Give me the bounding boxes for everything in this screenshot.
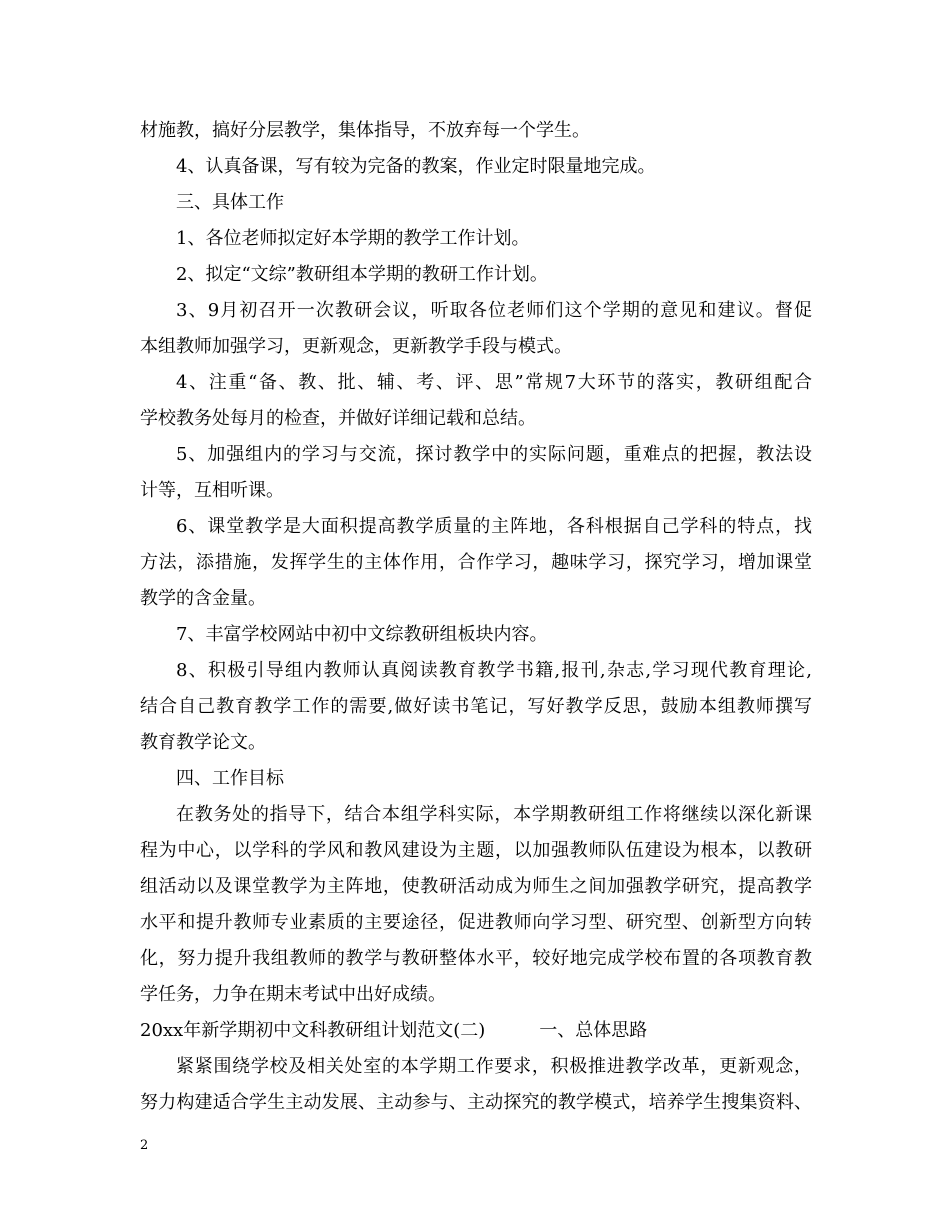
document-body (140, 113, 812, 1121)
text-line: 化，努力提升我组教师的教学与教研整体水平，较好地完成学校布置的各项教育教 (140, 948, 812, 969)
text-line: 教学的含金量。 (140, 588, 266, 609)
text-line: 4、注重“备、教、批、辅、考、评、思”常规7大环节的落实，教研组配合 (176, 372, 812, 393)
text-line: 1、各位老师拟定好本学期的教学工作计划。 (176, 228, 530, 249)
text-line: 努力构建适合学生主动发展、主动参与、主动探究的教学模式，培养学生搜集资料、 (140, 1092, 812, 1113)
page-number: 2 (140, 1138, 149, 1153)
text-line: 方法，添措施，发挥学生的主体作用，合作学习，趣味学习，探究学习，增加课堂 (140, 552, 812, 573)
section-heading: 三、具体工作 (176, 192, 284, 213)
text-line: 本组教师加强学习，更新观念，更新教学手段与模式。 (140, 336, 572, 357)
text-line: 学校教务处每月的检查，并做好详细记载和总结。 (140, 408, 536, 429)
text-line: 程为中心，以学科的学风和教风建设为主题，以加强教师队伍建设为根本，以教研 (140, 840, 812, 861)
section-heading: 四、工作目标 (176, 768, 284, 789)
text-line: 紧紧围绕学校及相关处室的本学期工作要求，积极推进教学改革，更新观念， (176, 1056, 812, 1077)
text-line: 6、课堂教学是大面积提高教学质量的主阵地，各科根据自己学科的特点，找 (176, 516, 812, 537)
text-line: 4、认真备课，写有较为完备的教案，作业定时限量地完成。 (176, 156, 656, 177)
text-line: 计等，互相听课。 (140, 480, 284, 501)
text-line: 2、拟定“文综”教研组本学期的教研工作计划。 (176, 264, 548, 285)
text-line: 在教务处的指导下，结合本组学科实际，本学期教研组工作将继续以深化新课 (176, 804, 812, 825)
text-line: 结合自己教育教学工作的需要,做好读书笔记，写好教学反思，鼓励本组教师撰写 (140, 696, 812, 717)
text-line: 组活动以及课堂教学为主阵地，使教研活动成为师生之间加强教学研究，提高教学 (140, 876, 812, 897)
text-line: 学任务，力争在期末考试中出好成绩。 (140, 984, 446, 1005)
text-line: 3、9月初召开一次教研会议，听取各位老师们这个学期的意见和建议。督促 (176, 300, 812, 321)
text-line: 8、积极引导组内教师认真阅读教育教学书籍,报刊,杂志,学习现代教育理论, (176, 660, 812, 681)
text-line: 水平和提升教师专业素质的主要途径，促进教师向学习型、研究型、创新型方向转 (140, 912, 812, 933)
text-line: 7、丰富学校网站中初中文综教研组板块内容。 (176, 624, 548, 645)
text-line: 教育教学论文。 (140, 732, 266, 753)
document-subtitle: 20xx年新学期初中文科教研组计划范文(二) 一、总体思路 (140, 1020, 648, 1041)
text-line: 材施教，搞好分层教学，集体指导，不放弃每一个学生。 (140, 120, 590, 141)
text-line: 5、加强组内的学习与交流，探讨教学中的实际问题，重难点的把握，教法设 (176, 444, 812, 465)
